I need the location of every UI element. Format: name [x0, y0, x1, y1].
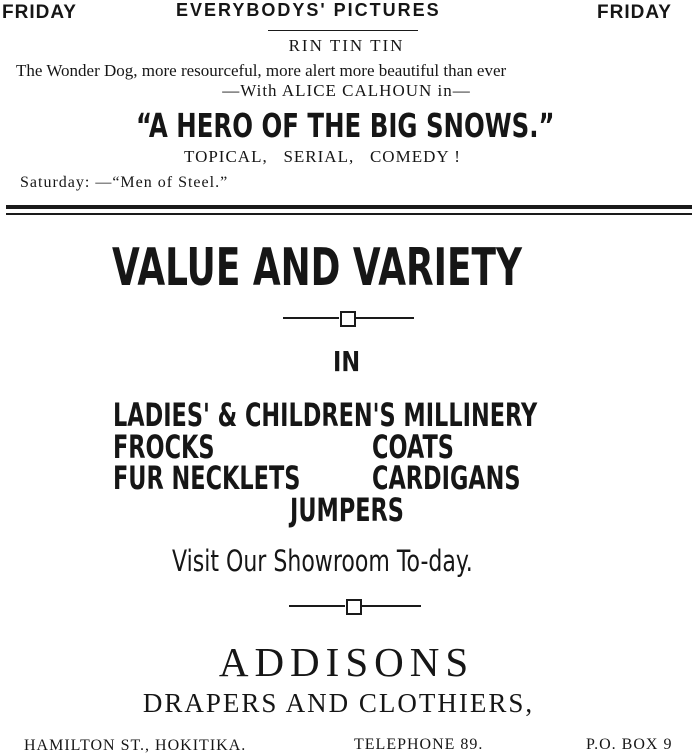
star-name: RIN TIN TIN [288, 36, 405, 55]
shop-po-box: P.O. BOX 9 [586, 736, 673, 753]
shop-name: ADDISONS [218, 639, 475, 685]
millinery-line: LADIES' & CHILDREN'S MILLINERY [113, 396, 538, 434]
coats-label: COATS [372, 428, 454, 466]
ornament-divider-top [283, 311, 414, 325]
support-program: TOPICAL, SERIAL, COMEDY ! [184, 147, 461, 166]
separator-rule-bottom [6, 213, 692, 215]
showroom-invite: Visit Our Showroom To-day. [172, 544, 473, 578]
fur-necklets-label: FUR NECKLETS [113, 459, 301, 497]
shop-description: DRAPERS AND CLOTHIERS, [142, 688, 535, 718]
ornament-divider-bottom [289, 599, 421, 613]
in-word: IN [333, 345, 361, 378]
venue-underline [268, 30, 418, 31]
jumpers-label: JUMPERS [290, 491, 404, 529]
headline: VALUE AND VARIETY [112, 238, 522, 298]
venue-name: EVERYBODYS' PICTURES [176, 0, 441, 20]
tagline: The Wonder Dog, more resourceful, more alert more beautiful than ever [16, 61, 507, 80]
next-feature: Saturday: —“Men of Steel.” [20, 174, 229, 191]
frocks-label: FROCKS [113, 428, 215, 466]
cardigans-label: CARDIGANS [372, 459, 521, 497]
separator-rule-top [6, 205, 692, 209]
day-left: FRIDAY [2, 2, 77, 23]
film-title: “A HERO OF THE BIG SNOWS.” [136, 106, 555, 145]
day-right: FRIDAY [597, 2, 672, 23]
shop-address: HAMILTON ST., HOKITIKA. [24, 737, 247, 754]
shop-telephone: TELEPHONE 89. [354, 736, 484, 753]
co-star: —With ALICE CALHOUN in— [222, 81, 471, 100]
